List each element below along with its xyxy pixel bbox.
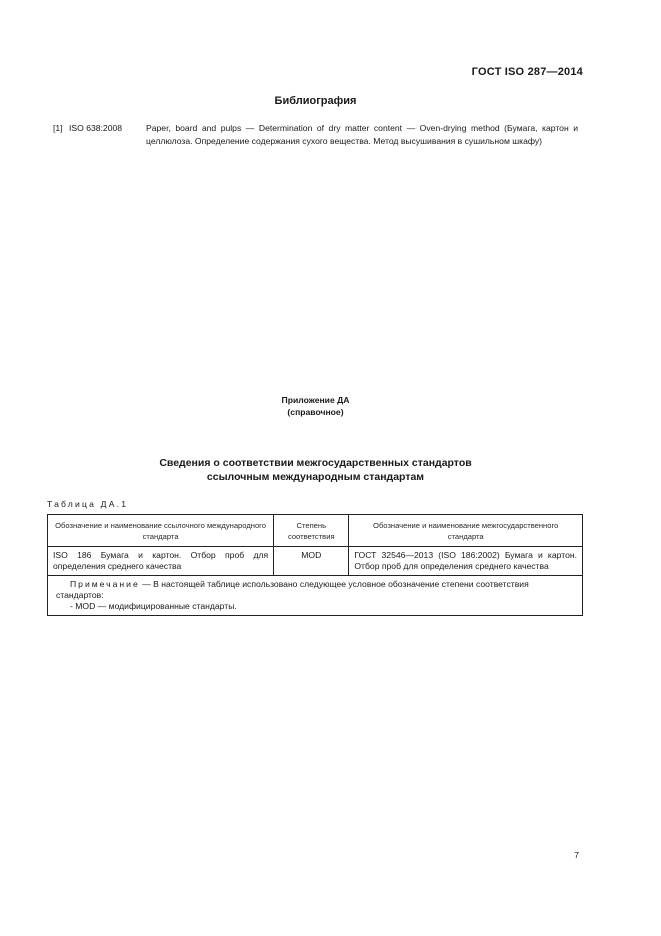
- bibliography-entry-number: [1]: [53, 123, 63, 133]
- cell-degree: MOD: [274, 547, 349, 576]
- bibliography-entry-text: Paper, board and pulps — Determination of dry matter content — Oven-drying method (Бумага, картон и целлюлоза. Определение содержания сухого вещества. Метод высушивания в сушильном шкафу): [146, 123, 578, 146]
- appendix-heading: [0, 456, 631, 484]
- appendix-title: Приложение ДА: [281, 395, 350, 405]
- appendix-heading-line-1: Сведения о соответствии межгосударственных стандартов: [159, 457, 472, 469]
- cell-international-standard: ISO 186 Бумага и картон. Отбор проб для определения среднего качества: [48, 547, 274, 576]
- bibliography-entry: [53, 122, 578, 147]
- correspondence-table: [47, 514, 583, 616]
- appendix-subtitle: (справочное): [287, 407, 344, 417]
- note-item: - MOD — модифицированные стандарты.: [70, 601, 237, 611]
- table-note-row: [48, 576, 583, 616]
- table-row: [48, 547, 583, 576]
- header-interstate-standard: Обозначение и наименование межгосударственного стандарта: [349, 515, 583, 547]
- table-header-row: [48, 515, 583, 547]
- header-degree-of-correspondence: Степень соответствия: [274, 515, 349, 547]
- document-code: ГОСТ ISO 287—2014: [471, 66, 583, 78]
- appendix-heading-line-2: ссылочным международным стандартам: [206, 471, 425, 483]
- page-number: 7: [574, 850, 579, 860]
- table-caption: Таблица ДА.1: [47, 499, 129, 509]
- bibliography-title: Библиография: [274, 95, 357, 107]
- table-note: [48, 576, 583, 616]
- bibliography-entry-reference: ISO 638:2008: [69, 123, 123, 133]
- note-text: — В настоящей таблице использовано следующее условное обозначение степени соответствия стандартов:: [56, 579, 529, 600]
- note-label: Примечание: [70, 579, 140, 589]
- header-international-standard: Обозначение и наименование ссылочного международного стандарта: [48, 515, 274, 547]
- cell-interstate-standard: ГОСТ 32546—2013 (ISO 186:2002) Бумага и картон. Отбор проб для определения среднего качества: [349, 547, 583, 576]
